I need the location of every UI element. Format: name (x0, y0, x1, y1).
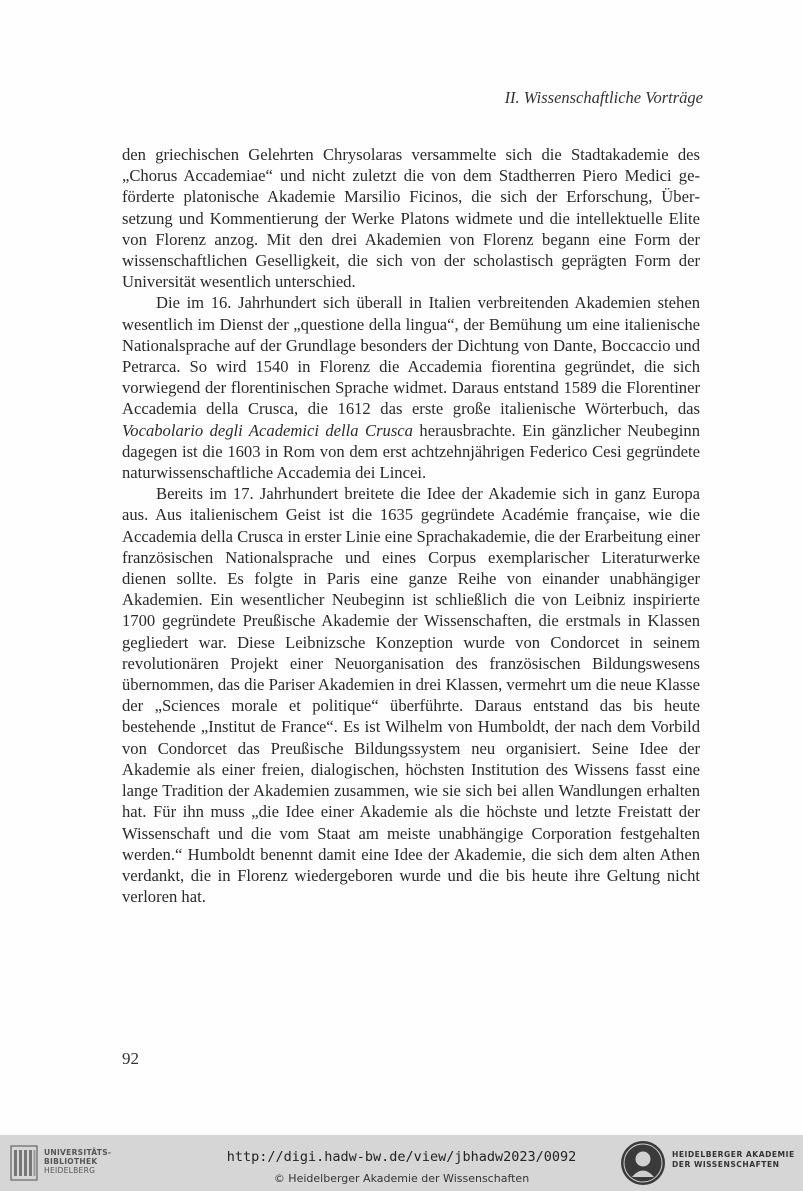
text-run: Die im 16. Jahrhundert sich überall in Italien verbreitenden Akademien stehen wesentlich im Dienst der „questione della lingua“, der Bemühung um eine italienische Nationalsprache auf der Grundlage besonders der Dichtung von Dante, Boccaccio und Petrarca. So wird 1540 in Florenz die Accademia fiorentina gegründet, die sich vorwiegend der florentinischen Sprache widmet. Daraus entstand 1589 die Florentiner Accademia della Crusca, die 1612 das erste große italienische Wörterbuch, das (122, 293, 700, 419)
footer-bar (0, 1135, 803, 1191)
running-header: II. Wissenschaftliche Vorträge (504, 88, 703, 107)
paragraph-3 (122, 483, 700, 907)
page-number: 92 (122, 1049, 139, 1068)
academy-wordmark: HEIDELBERGER AKADEMIE DER WISSENSCHAFTEN (672, 1150, 795, 1169)
university-library-wordmark: UNIVERSITÄTS- BIBLIOTHEK HEIDELBERG (44, 1148, 112, 1175)
paragraph-2 (122, 292, 700, 483)
body-text (122, 144, 700, 907)
text-run: den griechischen Gelehrten Chrysolaras versammelte sich die Stadtakademie des „Chorus Accademiae“ und nicht zuletzt die von dem Stadtherren Piero Medici geförderte platonische Akademie Marsilio Ficinos, die sich der Erforschung, Übersetzung und Kommentierung der Werke Platons widmete und die intellektuelle Elite von Florenz anzog. Mit den drei Akademien von Florenz begann eine Form der wissenschaftlichen Geselligkeit, die sich von der scholastisch geprägten Form der Universität wesentlich unterschied. (122, 145, 700, 292)
italic-title: Vocabolario degli Academici della Crusca (122, 420, 413, 440)
copyright-notice: © Heidelberger Akademie der Wissenschaften (273, 1172, 530, 1185)
academy-seal-icon (620, 1140, 666, 1186)
paragraph-1 (122, 144, 700, 292)
text-run: herausbrachte. Ein gänzlicher Neubeginn dagegen ist die 1603 in Rom von dem erst achtzehnjährigen Federico Cesi gegründete naturwissenschaftliche Accademia dei Lincei. (122, 420, 701, 483)
permalink-url[interactable]: http://digi.hadw-bw.de/view/jbhadw2023/0092 (226, 1149, 577, 1165)
text-run: Bereits im 17. Jahrhundert breitete die Idee der Akademie sich in ganz Europa aus. Aus italienischem Geist ist die 1635 gegründete Académie française, wie die Accademia della Crusca in erster Linie eine Sprachakademie, die der Erarbeitung einer französischen Nationalsprache und eines Corpus exemplarischer Literaturwerke dienen sollte. Es folgte in Paris eine ganze Reihe von einander unabhängiger Akademien. Ein wesentlicher Neubeginn ist schließlich die von Leibniz inspirierte 1700 gegründete Preußische Akademie der Wissenschaften, die erstmals in Klassen gegliedert war. Diese Leibnizsche Konzeption wurde von Condorcet in seinem revolutionären Projekt einer Neuorganisation des französischen Bildungswesens übernommen, das die Pariser Akademien in drei Klassen, vermehrt um die neue Klasse der „Sciences morale et politique“ überführte. Daraus entstand das bis heute bestehende „Institut de France“. Es ist Wilhelm von Humboldt, der nach dem Vorbild von Condorcet das Preußische Bildungssystem neu organisiert. Seine Idee der Akademie als einer freien, dialogischen, höchsten Institution des Wissens fasst eine lange Tradition der Akademien zusammen, wie sie sich bei allen Wandlungen erhalten hat. Für ihn muss „die Idee einer Akademie als die höchste und letzte Freistatt der Wissenschaft und die vom Staat am meiste unabhängige Corporation festgehalten werden.“ Humboldt benennt damit eine Idee der Akademie, die sich dem alten Athen verdankt, die in Florenz wiedergeboren wurde und die bis heute ihre Geltung nicht verloren hat. (122, 484, 700, 907)
